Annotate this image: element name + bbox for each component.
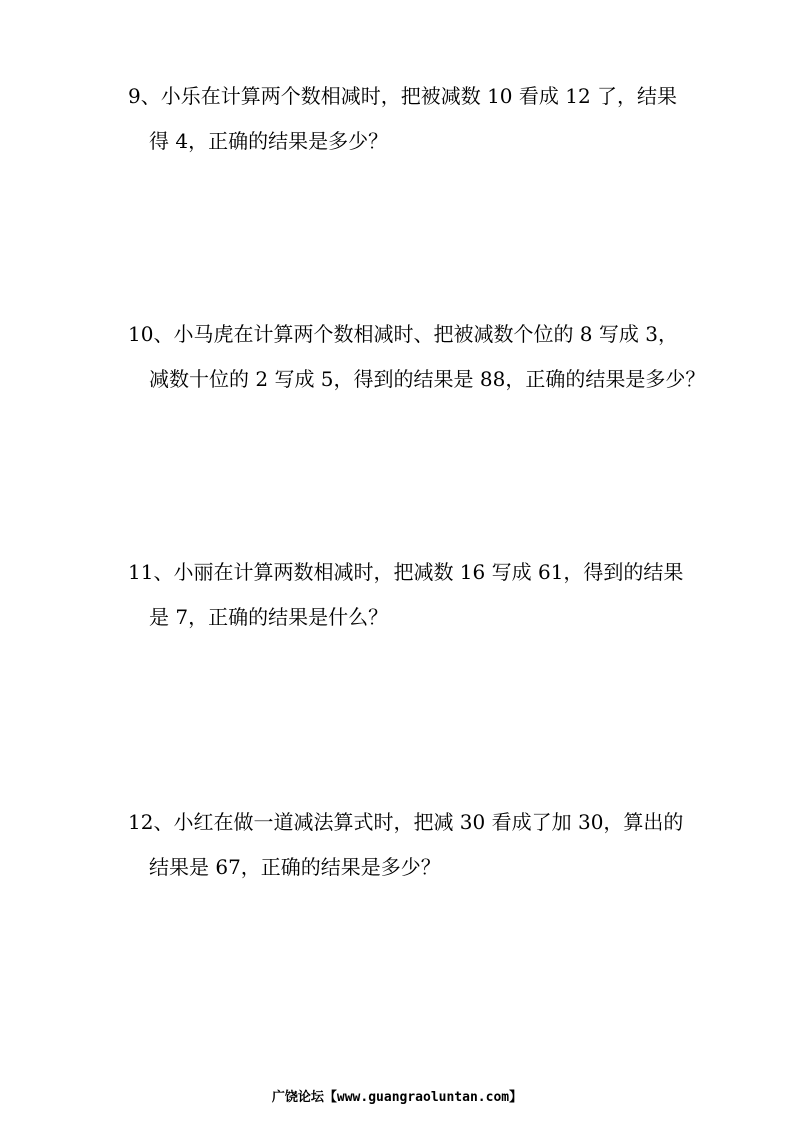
problem-12-line-1: 12、小红在做一道减法算式时，把减 30 看成了加 30，算出的 bbox=[128, 810, 684, 834]
problem-10 bbox=[128, 312, 728, 402]
problem-11-line-2: 是 7，正确的结果是什么？ bbox=[149, 605, 389, 629]
problem-12 bbox=[128, 800, 728, 890]
problem-10-line-1: 10、小马虎在计算两个数相减时、把被减数个位的 8 写成 3， bbox=[128, 322, 678, 346]
footer-bracket-close: 】 bbox=[509, 1090, 523, 1105]
page-footer bbox=[0, 1088, 794, 1108]
problem-9 bbox=[128, 74, 728, 164]
footer-site-name: 广饶论坛 bbox=[271, 1090, 324, 1105]
footer-bracket-open: 【 bbox=[323, 1090, 337, 1105]
problem-12-line-2: 结果是 67，正确的结果是多少？ bbox=[149, 855, 441, 879]
footer-url-link[interactable]: www.guangraoluntan.com bbox=[336, 1090, 510, 1105]
problem-11 bbox=[128, 550, 728, 640]
problem-9-line-1: 9、小乐在计算两个数相减时，把被减数 10 看成 12 了，结果 bbox=[128, 84, 678, 108]
problem-11-line-1: 11、小丽在计算两数相减时，把减数 16 写成 61，得到的结果 bbox=[128, 560, 684, 584]
problem-10-line-2: 减数十位的 2 写成 5，得到的结果是 88，正确的结果是多少？ bbox=[149, 367, 706, 391]
problem-9-line-2: 得 4，正确的结果是多少？ bbox=[149, 129, 389, 153]
